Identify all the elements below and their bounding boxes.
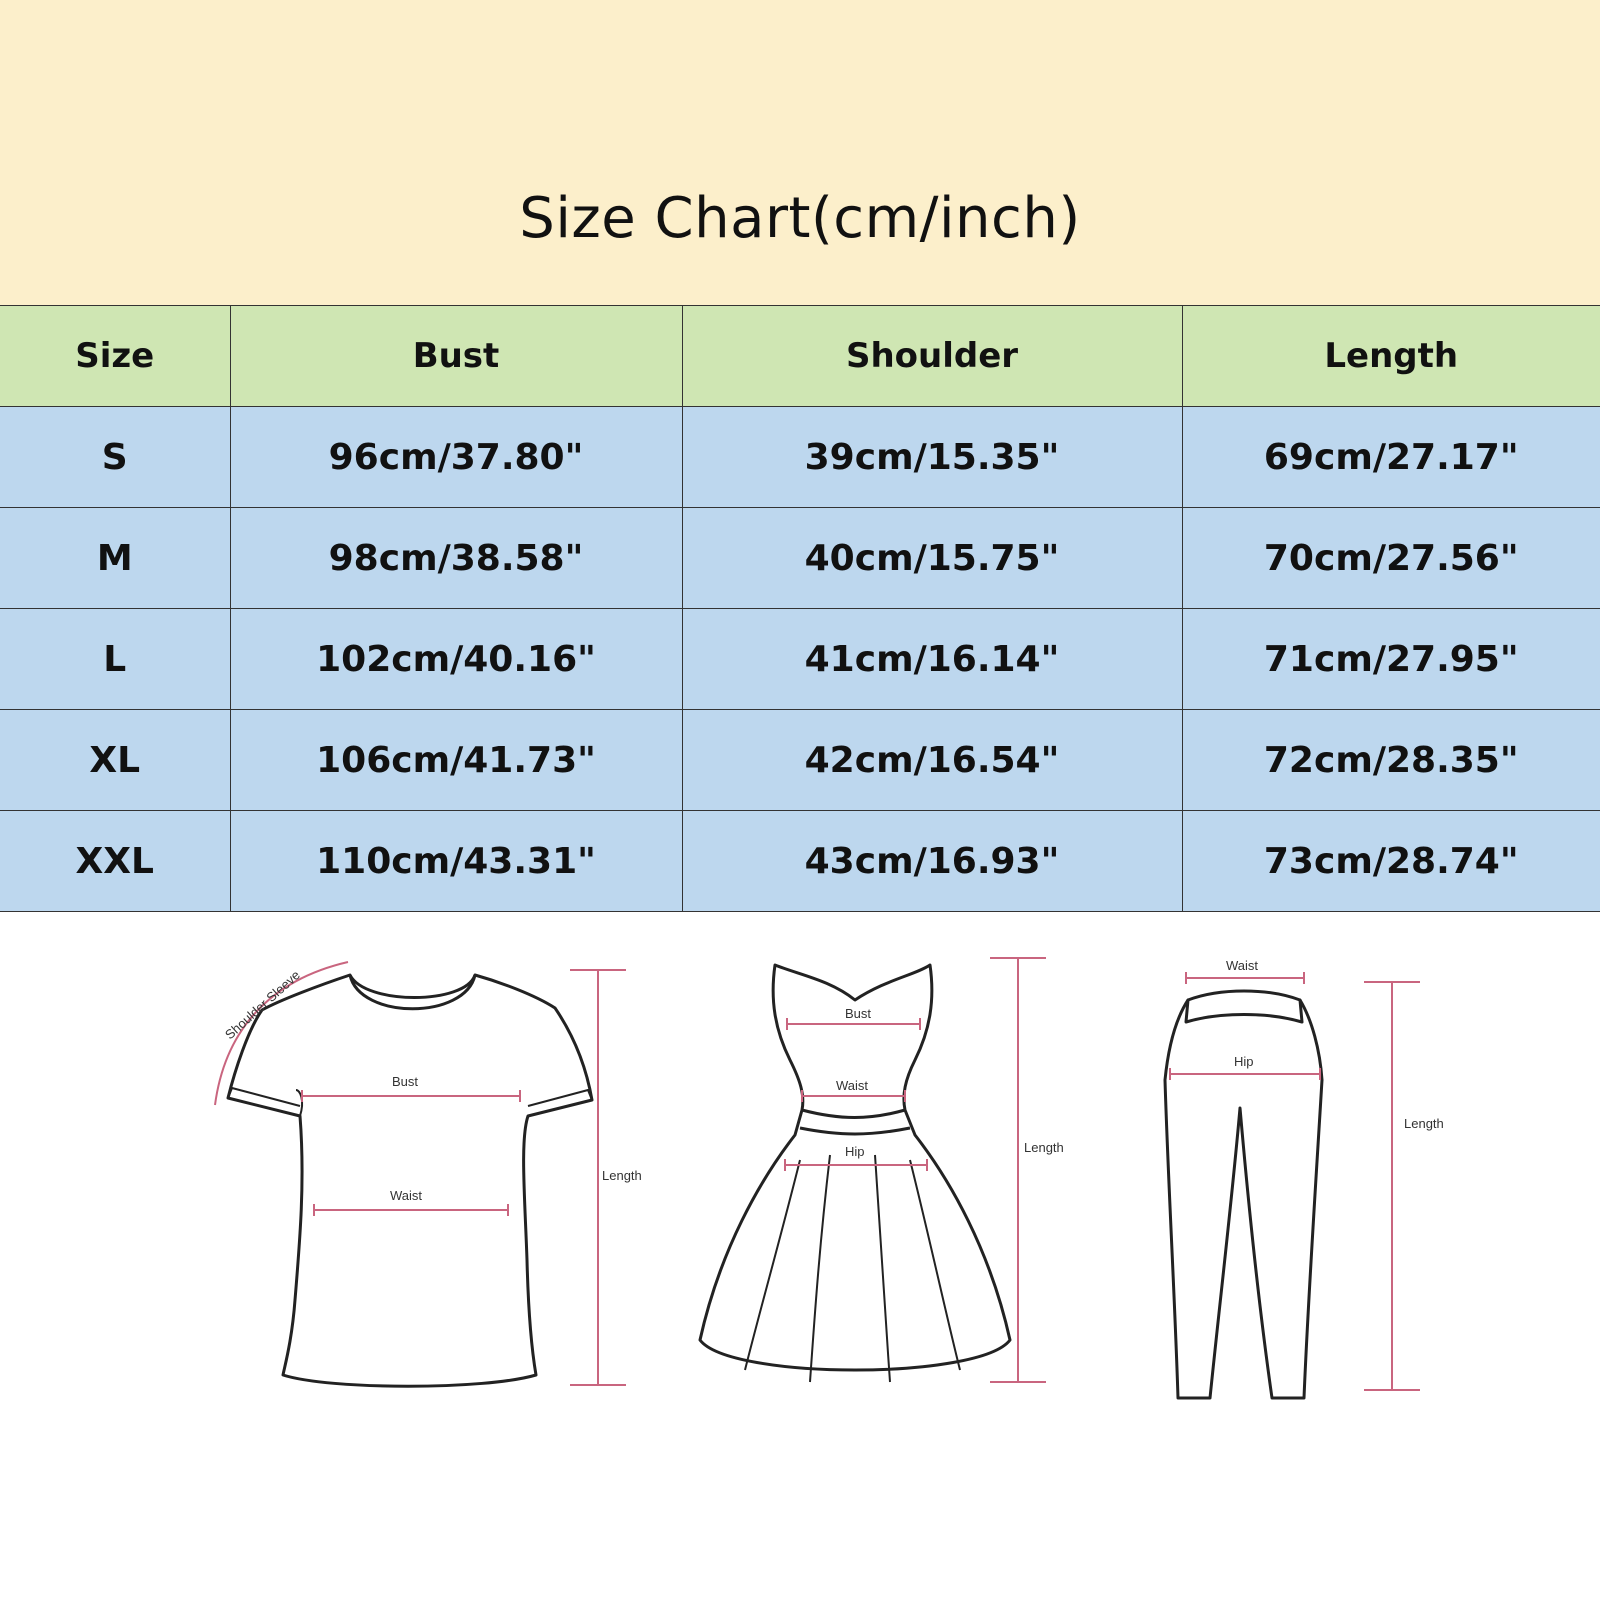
table-row — [0, 508, 1600, 609]
garment-diagrams — [0, 920, 1600, 1440]
bust-cell: 102cm/40.16" — [230, 609, 682, 710]
table-row — [0, 710, 1600, 811]
dress-waist-label: Waist — [836, 1078, 869, 1093]
dress-length-label: Length — [1024, 1140, 1064, 1155]
measurement-illustrations — [0, 920, 1600, 1440]
tshirt-shoulder-sleeve-label: Shoulder Sleeve — [221, 967, 303, 1043]
size-cell: XXL — [0, 811, 230, 912]
bust-cell: 96cm/37.80" — [230, 407, 682, 508]
header-shoulder: Shoulder — [682, 306, 1182, 407]
length-cell: 71cm/27.95" — [1182, 609, 1600, 710]
dress-hip-label: Hip — [845, 1144, 865, 1159]
tshirt-outline — [228, 975, 592, 1386]
header-length: Length — [1182, 306, 1600, 407]
header-bust: Bust — [230, 306, 682, 407]
page-title: Size Chart(cm/inch) — [519, 186, 1081, 251]
tshirt-length-label: Length — [602, 1168, 642, 1183]
tshirt-bust-label: Bust — [392, 1074, 419, 1089]
length-cell: 70cm/27.56" — [1182, 508, 1600, 609]
size-cell: M — [0, 508, 230, 609]
dress-diagram — [700, 965, 1010, 1440]
table-header-row — [0, 306, 1600, 407]
size-cell: S — [0, 407, 230, 508]
size-cell: XL — [0, 710, 230, 811]
shoulder-cell: 41cm/16.14" — [682, 609, 1182, 710]
tshirt-waist-label: Waist — [390, 1188, 423, 1203]
pants-waist-label: Waist — [1226, 958, 1259, 973]
dress-bust-label: Bust — [845, 1006, 872, 1021]
table-row — [0, 609, 1600, 710]
bust-cell: 106cm/41.73" — [230, 710, 682, 811]
length-cell: 73cm/28.74" — [1182, 811, 1600, 912]
shoulder-cell: 42cm/16.54" — [682, 710, 1182, 811]
table-row — [0, 407, 1600, 508]
pants-length-label: Length — [1404, 1116, 1444, 1131]
length-cell: 72cm/28.35" — [1182, 710, 1600, 811]
pants-hip-label: Hip — [1234, 1054, 1254, 1069]
title-banner — [0, 0, 1600, 305]
pants-diagram — [1165, 991, 1322, 1398]
tshirt-diagram — [228, 975, 592, 1386]
length-cell: 69cm/27.17" — [1182, 407, 1600, 508]
bust-cell: 98cm/38.58" — [230, 508, 682, 609]
shoulder-cell: 40cm/15.75" — [682, 508, 1182, 609]
header-size: Size — [0, 306, 230, 407]
dress-outline — [700, 965, 1010, 1370]
size-cell: L — [0, 609, 230, 710]
size-table — [0, 305, 1600, 912]
table-row — [0, 811, 1600, 912]
shoulder-cell: 39cm/15.35" — [682, 407, 1182, 508]
bust-cell: 110cm/43.31" — [230, 811, 682, 912]
shoulder-cell: 43cm/16.93" — [682, 811, 1182, 912]
